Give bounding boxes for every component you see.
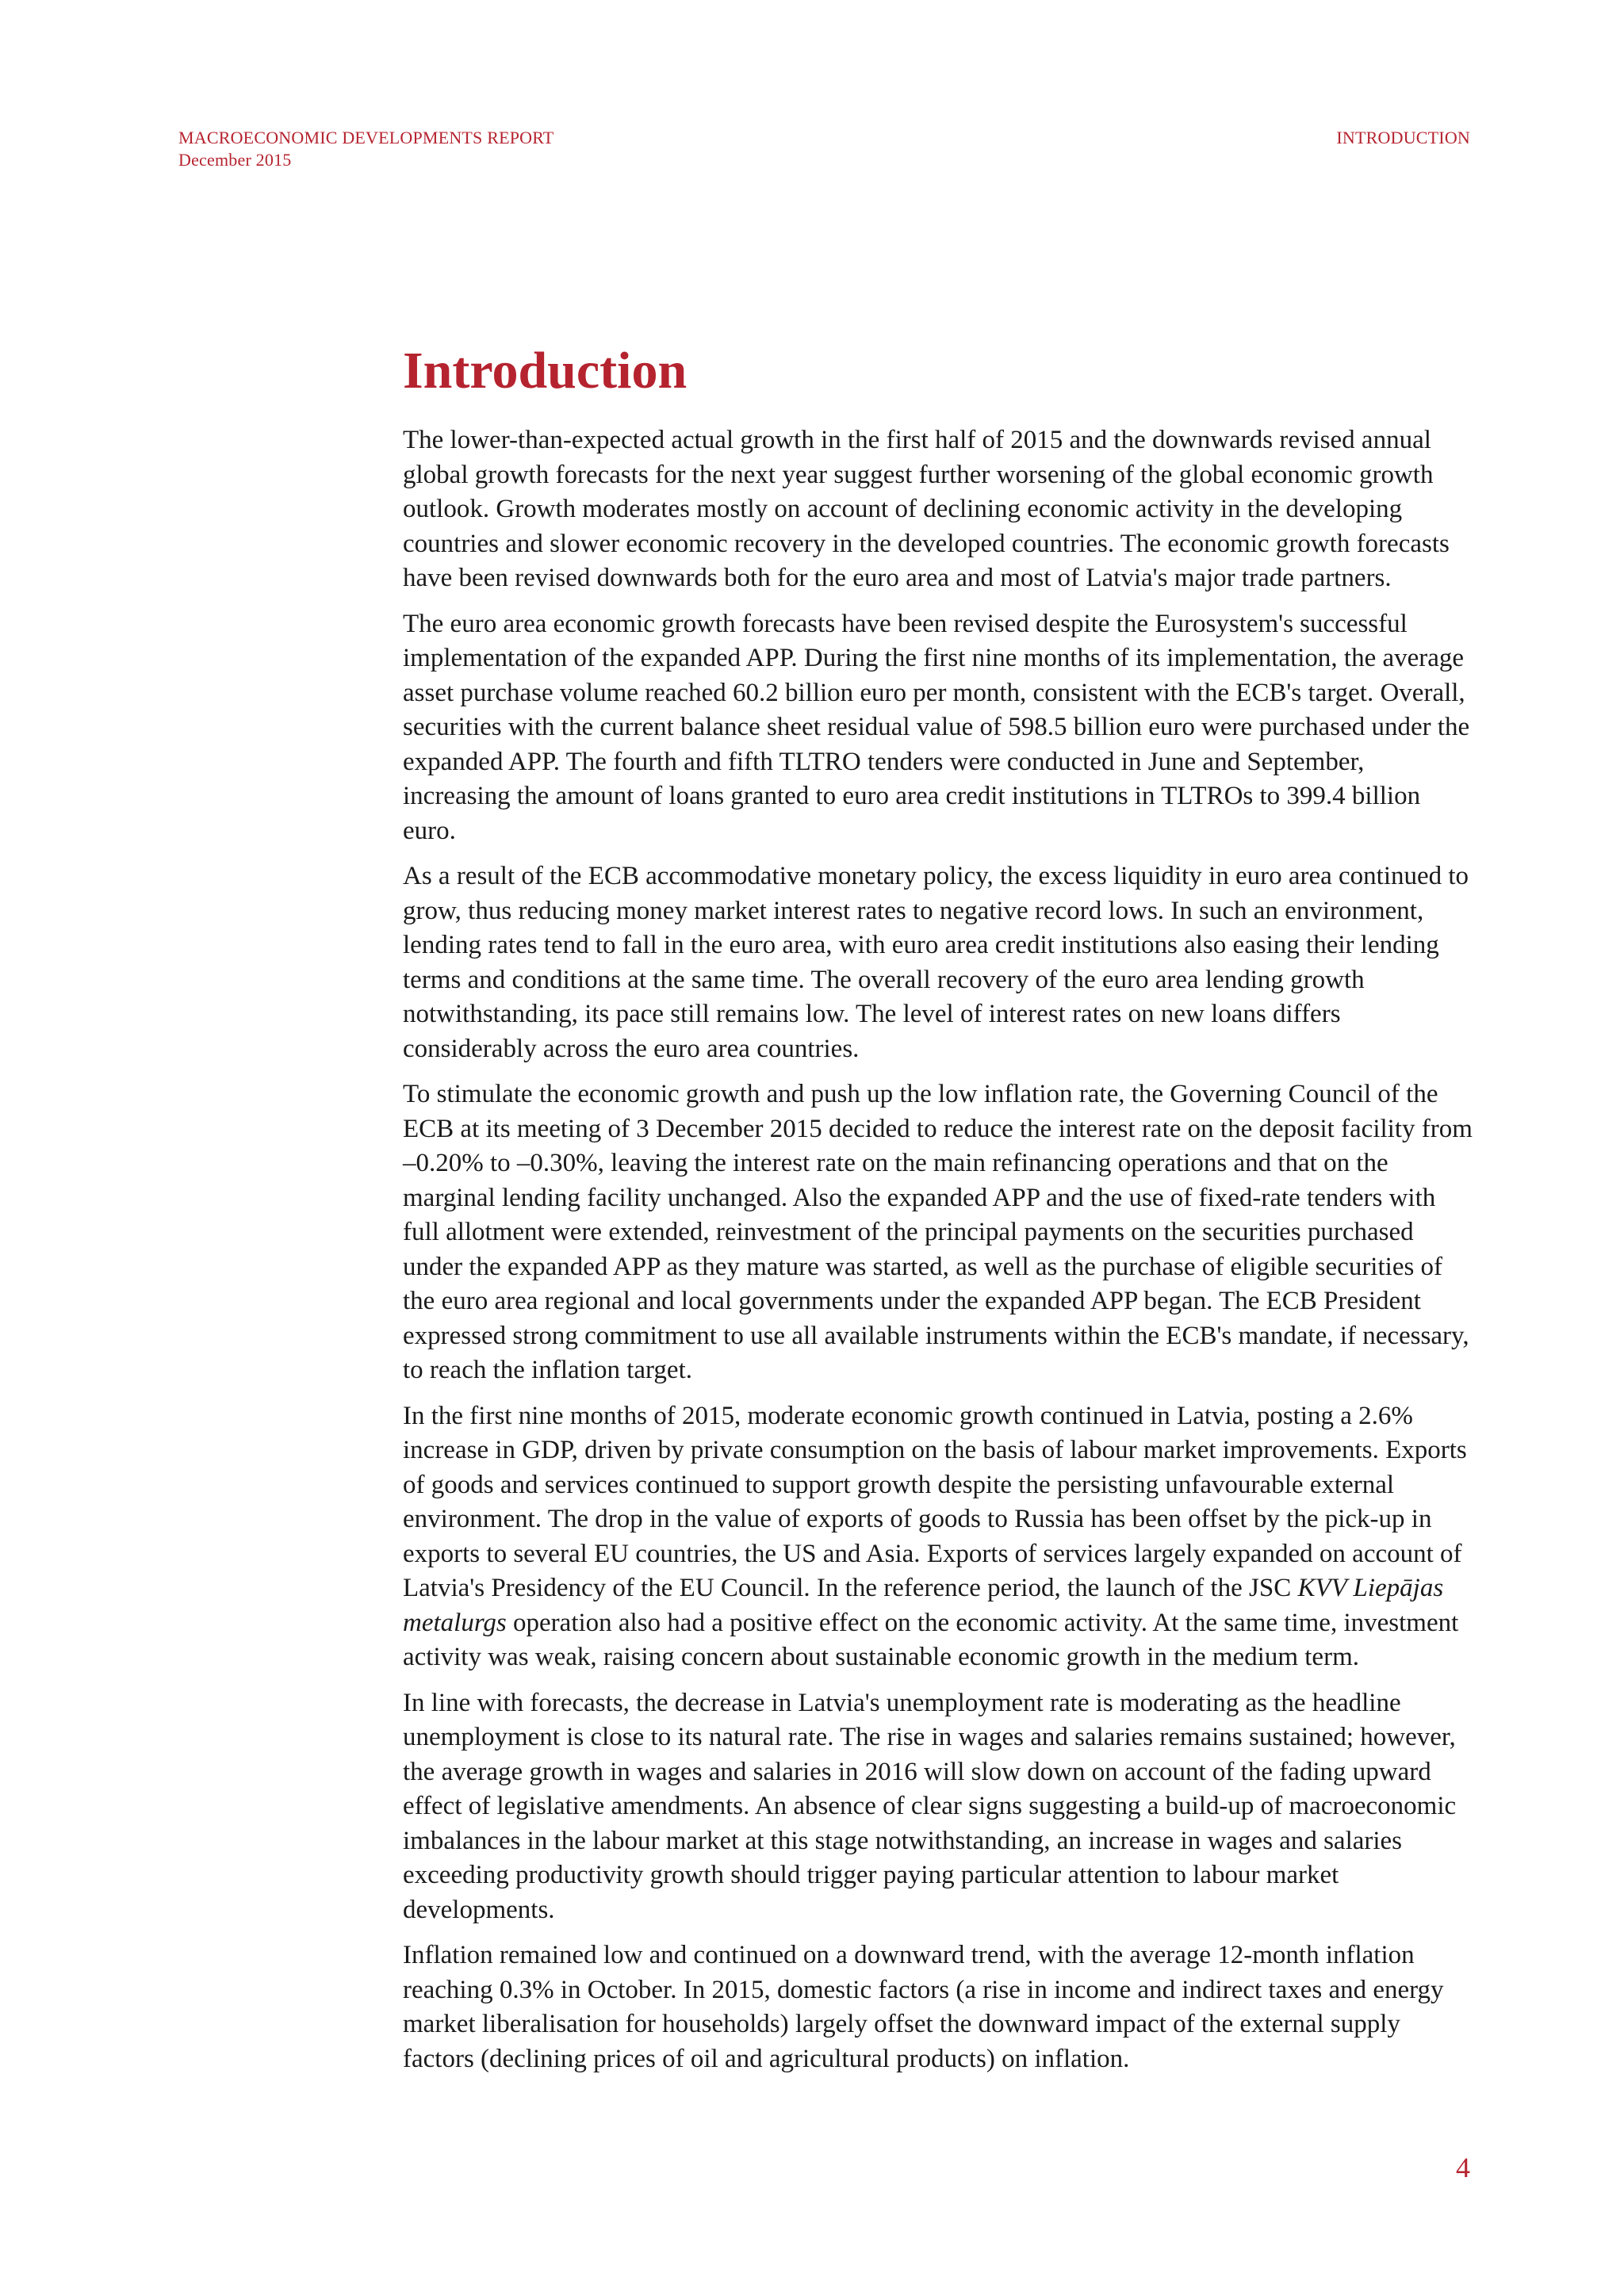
paragraph-latvia-growth [403,1399,1475,1675]
page-title: Introduction [403,342,688,400]
paragraph-global-outlook: The lower-than-expected actual growth in the first half of 2015 and the downwards revised annual global growth forecasts for the next year suggest further worsening of the global economic growth outlook. Growth moderates mostly on account of declining economic activity in the developing countries and slower economic recovery in the developed countries. The economic growth forecasts have been revised downwards both for the euro area and most of Latvia's major trade partners. [403,426,1450,592]
report-title: MACROECONOMIC DEVELOPMENTS REPORT [178,128,554,147]
paragraph-text: In the first nine months of 2015, moderate economic growth continued in Latvia, posting a 2.6% increase in GDP, driven by private consumption on the basis of labour market improvements. Exports of goods and services continued to support growth despite the persisting unfavourable external environment. The drop in the value of exports of goods to Russia has been offset by the pick-up in exports to several EU countries, the US and Asia. Exports of services largely expanded on account of Latvia's Presidency of the EU Council. In the reference period, the launch of the JSC [403,1401,1467,1602]
paragraph-euro-area-app: The euro area economic growth forecasts have been revised despite the Eurosystem's successful implementation of the expanded APP. During the first nine months of its implementation, the average asset purchase volume reached 60.2 billion euro per month, consistent with the ECB's target. Overall, securities with the current balance sheet residual value of 598.5 billion euro were purchased under the expanded APP. The fourth and fifth TLTRO tenders were conducted in June and September, increasing the amount of loans granted to euro area credit institutions in TLTROs to 399.4 billion euro. [403,609,1470,845]
running-header-left [178,127,553,171]
report-date: December 2015 [178,150,292,170]
paragraph-ecb-decision: To stimulate the economic growth and push up the low inflation rate, the Governing Council of the ECB at its meeting of 3 December 2015 decided to reduce the interest rate on the deposit facility from –0.20% to –0.30%, leaving the interest rate on the main refinancing operations and that on the marginal lending facility unchanged. Also the expanded APP and the use of fixed-rate tenders with full allotment were extended, reinvestment of the principal payments on the securities purchased under the expanded APP as they mature was started, as well as the purchase of eligible securities of the euro area regional and local governments under the expanded APP began. The ECB President expressed strong commitment to use all available instruments within the ECB's mandate, if necessary, to reach the inflation target. [403,1080,1473,1384]
page-number: 4 [1456,2152,1470,2183]
paragraph-text: operation also had a positive effect on the economic activity. At the same time, investment activity was weak, raising concern about sustainable economic growth in the medium term. [403,1608,1459,1671]
main-content [403,333,1475,2087]
paragraph-excess-liquidity: As a result of the ECB accommodative monetary policy, the excess liquidity in euro area continued to grow, thus reducing money market interest rates to negative record lows. In such an environment, lending rates tend to fall in the euro area, with euro area credit institutions also easing their lending terms and conditions at the same time. The overall recovery of the euro area lending growth notwithstanding, its pace still remains low. The level of interest rates on new loans differs considerably across the euro area countries. [403,862,1469,1063]
section-label: INTRODUCTION [1336,128,1470,147]
company-name: KVV Liepājas metalurgs [403,1574,1444,1637]
paragraph-unemployment: In line with forecasts, the decrease in Latvia's unemployment rate is moderating as the headline unemployment is close to its natural rate. The rise in wages and salaries remains sustained; however, the average growth in wages and salaries in 2016 will slow down on account of the fading upward effect of legislative amendments. An absence of clear signs suggesting a build-up of macroeconomic imbalances in the labour market at this stage notwithstanding, an increase in wages and salaries exceeding productivity growth should trigger paying particular attention to labour market developments. [403,1688,1457,1924]
paragraph-inflation: Inflation remained low and continued on a downward trend, with the average 12-month inflation reaching 0.3% in October. In 2015, domestic factors (a rise in income and indirect taxes and energy market liberalisation for households) largely offset the downward impact of the external supply factors (declining prices of oil and agricultural products) on inflation. [403,1941,1444,2073]
